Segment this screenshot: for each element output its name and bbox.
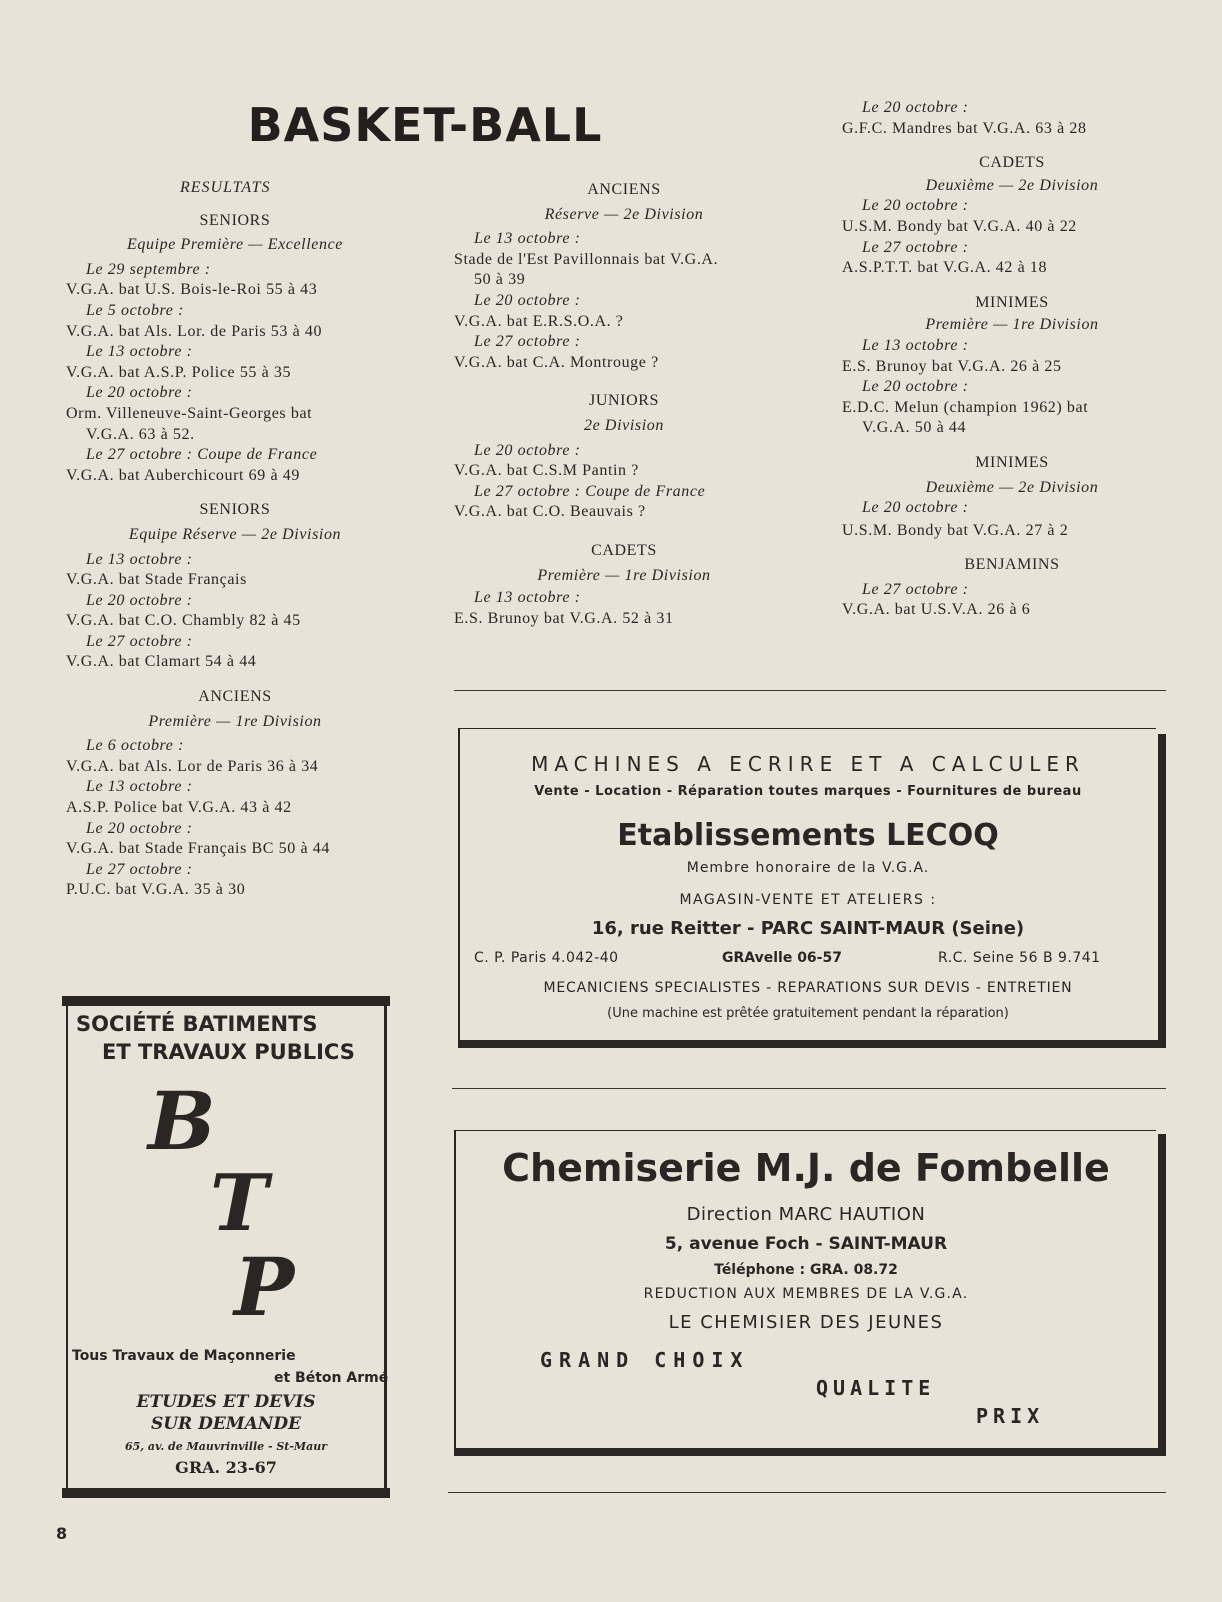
match-date: Le 13 octobre :	[474, 230, 581, 248]
ad-shop: MAGASIN-VENTE ET ATELIERS :	[679, 892, 937, 908]
match-date: Le 20 octobre :	[86, 591, 193, 609]
ad-shadow-bottom	[454, 1448, 1166, 1456]
category-heading: CADETS	[979, 154, 1045, 172]
category-heading: SENIORS	[199, 211, 271, 229]
match-result: P.U.C. bat V.G.A. 35 à 30	[66, 881, 246, 899]
ad-loan-note: (Une machine est prêtée gratuitement pendant la réparation)	[607, 1006, 1009, 1021]
ad-price: PRIX	[976, 1404, 1045, 1428]
match-date: Le 13 octobre :	[862, 336, 969, 354]
match-result: V.G.A. bat C.O. Chambly 82 à 45	[66, 612, 301, 630]
match-date: Le 13 octobre :	[86, 343, 193, 361]
match-result: A.S.P.T.T. bat V.G.A. 42 à 18	[842, 259, 1048, 277]
ad-shadow-right	[1158, 1134, 1166, 1456]
division-label: 2e Division	[584, 416, 664, 434]
category-heading: MINIMES	[975, 293, 1049, 311]
ad-studies-line1: ETUDES ET DEVIS	[136, 1392, 316, 1412]
match-date: Le 20 octobre :	[474, 441, 581, 459]
ad-phone: Téléphone : GRA. 08.72	[714, 1262, 898, 1278]
match-date: Le 20 octobre :	[862, 197, 969, 215]
match-date: Le 27 octobre :	[474, 333, 581, 351]
match-result: U.S.M. Bondy bat V.G.A. 27 à 2	[842, 521, 1069, 539]
ad-member: Membre honoraire de la V.G.A.	[686, 860, 930, 876]
ad-registry: R.C. Seine 56 B 9.741	[938, 950, 1101, 966]
category-heading: JUNIORS	[589, 392, 659, 410]
ad-company-line2: ET TRAVAUX PUBLICS	[102, 1040, 355, 1064]
match-result: U.S.M. Bondy bat V.G.A. 40 à 22	[842, 217, 1077, 235]
match-date: Le 13 octobre :	[86, 778, 193, 796]
match-result: V.G.A. bat C.S.M Pantin ?	[454, 462, 639, 480]
match-result: V.G.A. bat U.S. Bois-le-Roi 55 à 43	[66, 281, 318, 299]
ad-headline: MACHINES A ECRIRE ET A CALCULER	[531, 752, 1085, 776]
match-date: Le 27 octobre :	[862, 238, 969, 256]
ad-studies-line2: SUR DEMANDE	[150, 1414, 302, 1434]
btp-advertisement	[62, 996, 394, 1498]
ad-shadow-bottom	[458, 1040, 1166, 1048]
match-result: E.S. Brunoy bat V.G.A. 52 à 31	[454, 609, 674, 627]
match-result: G.F.C. Mandres bat V.G.A. 63 à 28	[842, 119, 1087, 137]
match-result: V.G.A. 63 à 52.	[86, 425, 195, 443]
ad-quality: QUALITE	[816, 1376, 936, 1400]
logo-letter-b: B	[148, 1074, 216, 1168]
ad-direction: Direction MARC HAUTION	[686, 1204, 926, 1225]
match-result: V.G.A. 50 à 44	[862, 419, 967, 437]
ad-shop-name: Chemiserie M.J. de Fombelle	[502, 1146, 1110, 1190]
match-date: Le 20 octobre :	[86, 819, 193, 837]
ad-services: Vente - Location - Réparation toutes marques - Fournitures de bureau	[534, 784, 1082, 799]
match-result: V.G.A. bat Stade Français BC 50 à 44	[66, 840, 330, 858]
match-result: V.G.A. bat Clamart 54 à 44	[66, 653, 257, 671]
match-result: Stade de l'Est Pavillonnais bat V.G.A.	[454, 250, 719, 268]
category-heading: ANCIENS	[587, 181, 661, 198]
chemiserie-advertisement	[454, 1130, 1166, 1456]
match-result: V.G.A. bat E.R.S.O.A. ?	[454, 312, 624, 330]
division-label: Deuxième — 2e Division	[925, 176, 1099, 194]
divider	[452, 1088, 1166, 1089]
category-heading: MINIMES	[975, 453, 1049, 471]
match-result: E.S. Brunoy bat V.G.A. 26 à 25	[842, 357, 1062, 375]
ad-address: 16, rue Reitter - PARC SAINT-MAUR (Seine)	[591, 918, 1025, 939]
results-column-3	[842, 98, 1182, 621]
match-date: Le 13 octobre :	[86, 550, 193, 568]
category-heading: SENIORS	[199, 501, 271, 519]
division-label: Equipe Réserve — 2e Division	[128, 525, 342, 543]
page-title: BASKET-BALL	[247, 98, 603, 152]
ad-works-line2: et Béton Armé	[274, 1370, 389, 1386]
match-result: V.G.A. bat Als. Lor de Paris 36 à 34	[66, 757, 319, 775]
match-date: Le 5 octobre :	[86, 301, 185, 319]
category-heading: CADETS	[591, 541, 657, 559]
ad-postal-account: C. P. Paris 4.042-40	[474, 950, 619, 966]
match-result: V.G.A. bat C.O. Beauvais ?	[454, 503, 646, 521]
match-result: V.G.A. bat Als. Lor. de Paris 53 à 40	[66, 322, 323, 340]
match-date: Le 20 octobre :	[862, 378, 969, 396]
ad-slogan: LE CHEMISIER DES JEUNES	[668, 1312, 944, 1333]
division-label: Première — 1re Division	[148, 712, 322, 730]
match-date: Le 20 octobre :	[86, 384, 193, 402]
page-number: 8	[56, 1524, 68, 1543]
match-date: Le 6 octobre :	[86, 737, 185, 755]
match-result: V.G.A. bat Auberchicourt 69 à 49	[66, 466, 300, 484]
match-result: V.G.A. bat C.A. Montrouge ?	[454, 353, 659, 371]
logo-letter-t: T	[210, 1158, 269, 1249]
match-date: Le 27 octobre : Coupe de France	[86, 446, 318, 464]
match-date: Le 20 octobre :	[474, 291, 581, 309]
ad-choice: GRAND CHOIX	[540, 1348, 750, 1372]
logo-letter-p: P	[234, 1240, 295, 1334]
match-result: 50 à 39	[474, 271, 526, 289]
ad-address: 5, avenue Foch - SAINT-MAUR	[664, 1234, 948, 1254]
ad-works-line1: Tous Travaux de Maçonnerie	[72, 1348, 296, 1364]
results-column-2	[454, 178, 794, 629]
match-result: V.G.A. bat U.S.V.A. 26 à 6	[842, 601, 1031, 619]
match-result: A.S.P. Police bat V.G.A. 43 à 42	[66, 799, 292, 817]
match-date: Le 27 octobre :	[86, 860, 193, 878]
match-date: Le 27 octobre :	[86, 632, 193, 650]
ad-phone: GRA. 23-67	[175, 1458, 277, 1477]
match-result: E.D.C. Melun (champion 1962) bat	[842, 398, 1089, 416]
match-date: Le 20 octobre :	[862, 99, 969, 116]
match-result: V.G.A. bat A.S.P. Police 55 à 35	[66, 363, 292, 381]
ad-company-name: Etablissements LECOQ	[617, 818, 999, 853]
match-date: Le 13 octobre :	[474, 589, 581, 607]
section-label: RESULTATS	[180, 179, 271, 196]
division-label: Deuxième — 2e Division	[925, 478, 1099, 496]
match-date: Le 27 octobre :	[862, 580, 969, 598]
ad-mechanics: MECANICIENS SPECIALISTES - REPARATIONS SUR DEVIS - ENTRETIEN	[543, 980, 1073, 996]
ad-reduction: REDUCTION AUX MEMBRES DE LA V.G.A.	[643, 1286, 969, 1302]
ad-border-top	[62, 996, 390, 1006]
ad-phone: GRAvelle 06-57	[722, 950, 842, 966]
division-label: Première — 1re Division	[925, 316, 1099, 334]
match-date: Le 20 octobre :	[862, 499, 969, 517]
division-label: Equipe Première — Excellence	[127, 236, 343, 254]
ad-address: 65, av. de Mauvrinville - St-Maur	[124, 1440, 328, 1453]
category-heading: ANCIENS	[198, 688, 272, 706]
match-result: V.G.A. bat Stade Français	[66, 571, 247, 589]
match-result: Orm. Villeneuve-Saint-Georges bat	[66, 404, 313, 422]
division-label: Réserve — 2e Division	[544, 205, 704, 223]
match-date: Le 27 octobre : Coupe de France	[474, 482, 706, 500]
lecoq-advertisement	[458, 728, 1166, 1048]
divider	[454, 690, 1166, 691]
results-column-1	[66, 178, 404, 901]
ad-company-line1: SOCIÉTÉ BATIMENTS	[76, 1012, 318, 1036]
match-date: Le 29 septembre :	[86, 260, 211, 278]
divider	[448, 1492, 1166, 1493]
ad-shadow-right	[1158, 734, 1166, 1048]
category-heading: BENJAMINS	[964, 556, 1060, 574]
ad-border-bottom	[62, 1488, 390, 1498]
division-label: Première — 1re Division	[537, 566, 711, 584]
